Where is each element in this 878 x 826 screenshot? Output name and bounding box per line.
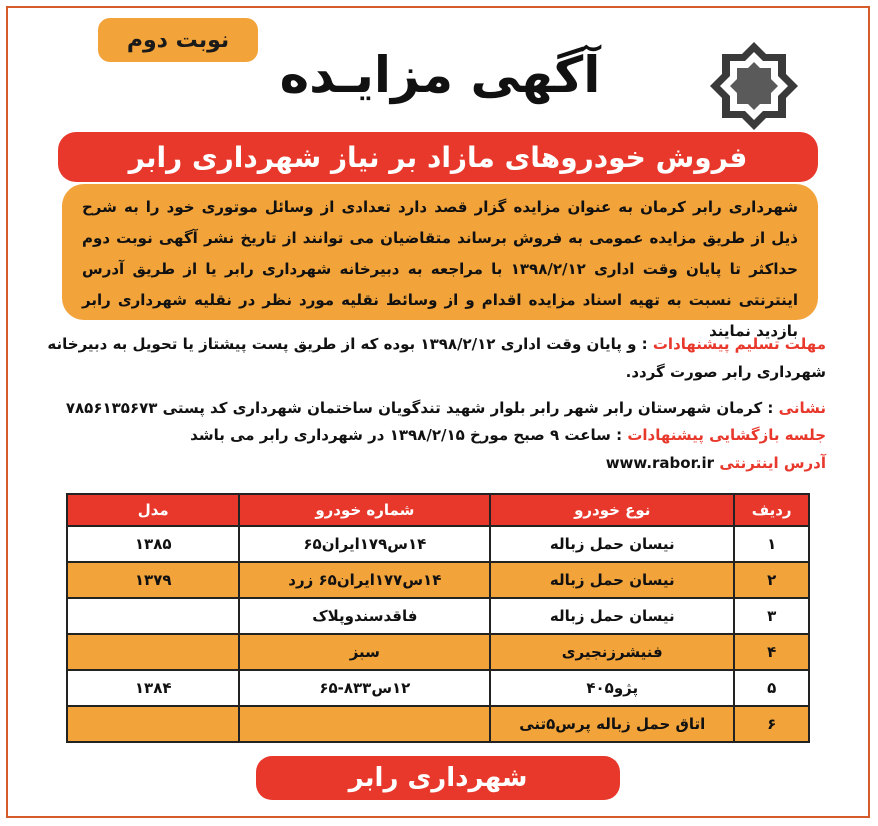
cell-model: ۱۳۸۵	[67, 526, 239, 562]
cell-type: اتاق حمل زباله پرس۵تنی	[490, 706, 734, 742]
table-row	[67, 670, 809, 706]
opening-text: : ساعت ۹ صبح مورخ ۱۳۹۸/۲/۱۵ در شهرداری رابر می باشد	[190, 426, 628, 444]
table-row	[67, 562, 809, 598]
table-header-row	[67, 494, 809, 526]
cell-type: فنیشرزنجیری	[490, 634, 734, 670]
website-link[interactable]: www.rabor.ir	[605, 454, 715, 472]
cell-plate	[239, 706, 490, 742]
footer-banner: شهرداری رابر	[256, 756, 620, 800]
header-row-number: ردیف	[734, 494, 809, 526]
header-vehicle-type: نوع خودرو	[490, 494, 734, 526]
deadline-line	[40, 330, 826, 386]
table-row	[67, 634, 809, 670]
cell-plate: ۱۲س۸۳۳-۶۵	[239, 670, 490, 706]
deadline-text: : و پایان وقت اداری ۱۳۹۸/۲/۱۲ بوده که از طریق پست پیشتاز یا تحویل به دبیرخانه شهرداری رابر صورت گردد.	[47, 335, 826, 381]
cell-model: ۱۳۷۹	[67, 562, 239, 598]
header-model: مدل	[67, 494, 239, 526]
cell-number: ۴	[734, 634, 809, 670]
municipality-logo	[708, 40, 800, 132]
vehicles-table	[66, 493, 810, 743]
header-plate-number: شماره خودرو	[239, 494, 490, 526]
cell-type: پژو۴۰۵	[490, 670, 734, 706]
cell-number: ۵	[734, 670, 809, 706]
cell-type: نیسان حمل زباله	[490, 562, 734, 598]
cell-number: ۶	[734, 706, 809, 742]
cell-number: ۱	[734, 526, 809, 562]
cell-model	[67, 706, 239, 742]
cell-plate: ۱۴س۱۷۷ایران۶۵ زرد	[239, 562, 490, 598]
opening-label: جلسه بازگشایی پیشنهادات	[627, 426, 826, 444]
cell-number: ۳	[734, 598, 809, 634]
table-row	[67, 598, 809, 634]
website-label: آدرس اینترنتی	[719, 454, 826, 472]
opening-line	[40, 423, 826, 447]
address-text: : کرمان شهرستان رابر شهر رابر بلوار شهید تندگویان ساختمان شهرداری کد پستی ۷۸۵۶۱۳۵۶۷۳	[65, 399, 779, 417]
website-line	[40, 451, 826, 475]
table-row	[67, 706, 809, 742]
address-line	[40, 396, 826, 420]
cell-model: ۱۳۸۴	[67, 670, 239, 706]
cell-model	[67, 598, 239, 634]
cell-model	[67, 634, 239, 670]
cell-type: نیسان حمل زباله	[490, 598, 734, 634]
cell-plate: سبز	[239, 634, 490, 670]
edition-badge: نوبت دوم	[98, 18, 258, 62]
cell-type: نیسان حمل زباله	[490, 526, 734, 562]
table-row	[67, 526, 809, 562]
deadline-label: مهلت تسلیم پیشنهادات	[652, 335, 826, 353]
subtitle-banner: فروش خودروهای مازاد بر نیاز شهرداری رابر	[58, 132, 818, 182]
address-label: نشانی	[778, 399, 826, 417]
cell-plate: فاقدسندوپلاک	[239, 598, 490, 634]
page-title: آگهی مزایـده	[279, 46, 601, 104]
intro-paragraph: شهرداری رابر کرمان به عنوان مزایده گزار قصد دارد تعدادی از وسائل موتوری خود را به شرح ذیل از طریق مزایده عمومی به فروش برساند متقاضیان می توانند از تاریخ نشر آگهی نوبت دوم حداکثر تا پایان وقت اداری ۱۳۹۸/۲/۱۲ با مراجعه به دبیرخانه شهرداری رابر یا از طریق آدرس اینترنتی نسبت به تهیه اسناد مزایده اقدام و از وسائط نقلیه مورد نظر در نقلیه شهرداری رابر بازدید نمایند	[62, 184, 818, 320]
cell-plate: ۱۴س۱۷۹ایران۶۵	[239, 526, 490, 562]
cell-number: ۲	[734, 562, 809, 598]
